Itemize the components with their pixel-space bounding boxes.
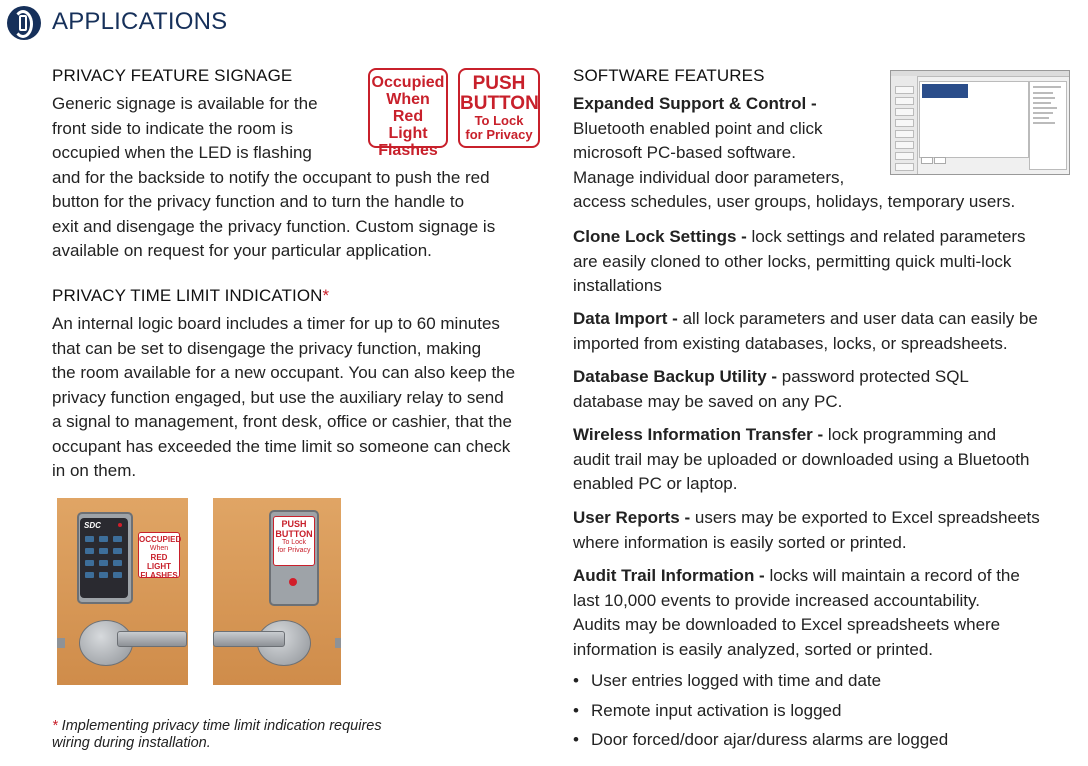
keypad: SDC	[80, 518, 128, 598]
logo-icon	[7, 6, 41, 40]
privacy-signage-text: Generic signage is available for the front side to indicate the room is occupied when the LED is flashing and for the backside to notify the occupant to push the red button for the privacy function and to turn the handle to exit and disengage the privacy function. Custom signage is available on request for your particular application.	[52, 94, 496, 260]
audit-trail-block: Audit Trail Information - locks will maintain a record of the last 10,000 events to provide increased accountability. Audits may be downloaded to Excel spreadsheets where information is easily analyzed, sorted or printed.	[573, 566, 1020, 659]
push-button-mini-sign: PUSH BUTTON To Lock for Privacy	[273, 516, 315, 566]
push-button-sign: PUSH BUTTON To Lock for Privacy	[458, 68, 540, 148]
privacy-button	[289, 578, 297, 586]
occupied-sign: Occupied When Red Light Flashes	[368, 68, 448, 148]
expanded-support-block: Expanded Support & Control - Bluetooth enabled point and click microsoft PC-based software. Manage individual door parameters, access schedules, user groups, holidays, temporary users.	[573, 94, 1016, 211]
list-item: • User entries logged with time and date	[573, 671, 882, 690]
push-button-lock-photo	[213, 498, 341, 685]
software-features-heading: SOFTWARE FEATURES	[573, 66, 765, 85]
list-item: • Door forced/door ajar/duress alarms are logged	[573, 730, 949, 749]
data-import-block: Data Import - all lock parameters and user data can easily be imported from existing databases, locks, or spreadsheets.	[573, 309, 1038, 353]
time-limit-heading: PRIVACY TIME LIMIT INDICATION*	[52, 286, 330, 305]
privacy-signage-heading: PRIVACY FEATURE SIGNAGE	[52, 66, 293, 85]
user-reports-block: User Reports - users may be exported to Excel spreadsheets where information is easily sorted or printed.	[573, 508, 1040, 552]
database-backup-block: Database Backup Utility - password protected SQL database may be saved on any PC.	[573, 367, 969, 411]
audit-bullet-list	[573, 666, 1078, 755]
keypad-lock-photo	[57, 498, 188, 685]
footnote: * Implementing privacy time limit indication requires wiring during installation.	[52, 718, 382, 751]
occupied-mini-sign: OCCUPIED When RED LIGHT FLASHES	[138, 532, 180, 578]
wireless-transfer-block: Wireless Information Transfer - lock programming and audit trail may be uploaded or downloaded using a Bluetooth enabled PC or laptop.	[573, 425, 1030, 493]
clone-settings-block: Clone Lock Settings - lock settings and related parameters are easily cloned to other locks, permitting quick multi-lock installations	[573, 227, 1026, 295]
list-item: • Remote input activation is logged	[573, 700, 842, 720]
page-title: APPLICATIONS	[52, 8, 228, 35]
time-limit-text: An internal logic board includes a timer for up to 60 minutes that can be set to disengage the privacy function, making the room available for a new occupant. You can also keep the privacy function engaged, but use the auxiliary relay to send a signal to management, front desk, office or cashier, that the occupant has exceeded the time limit so someone can check in on them.	[52, 314, 516, 480]
